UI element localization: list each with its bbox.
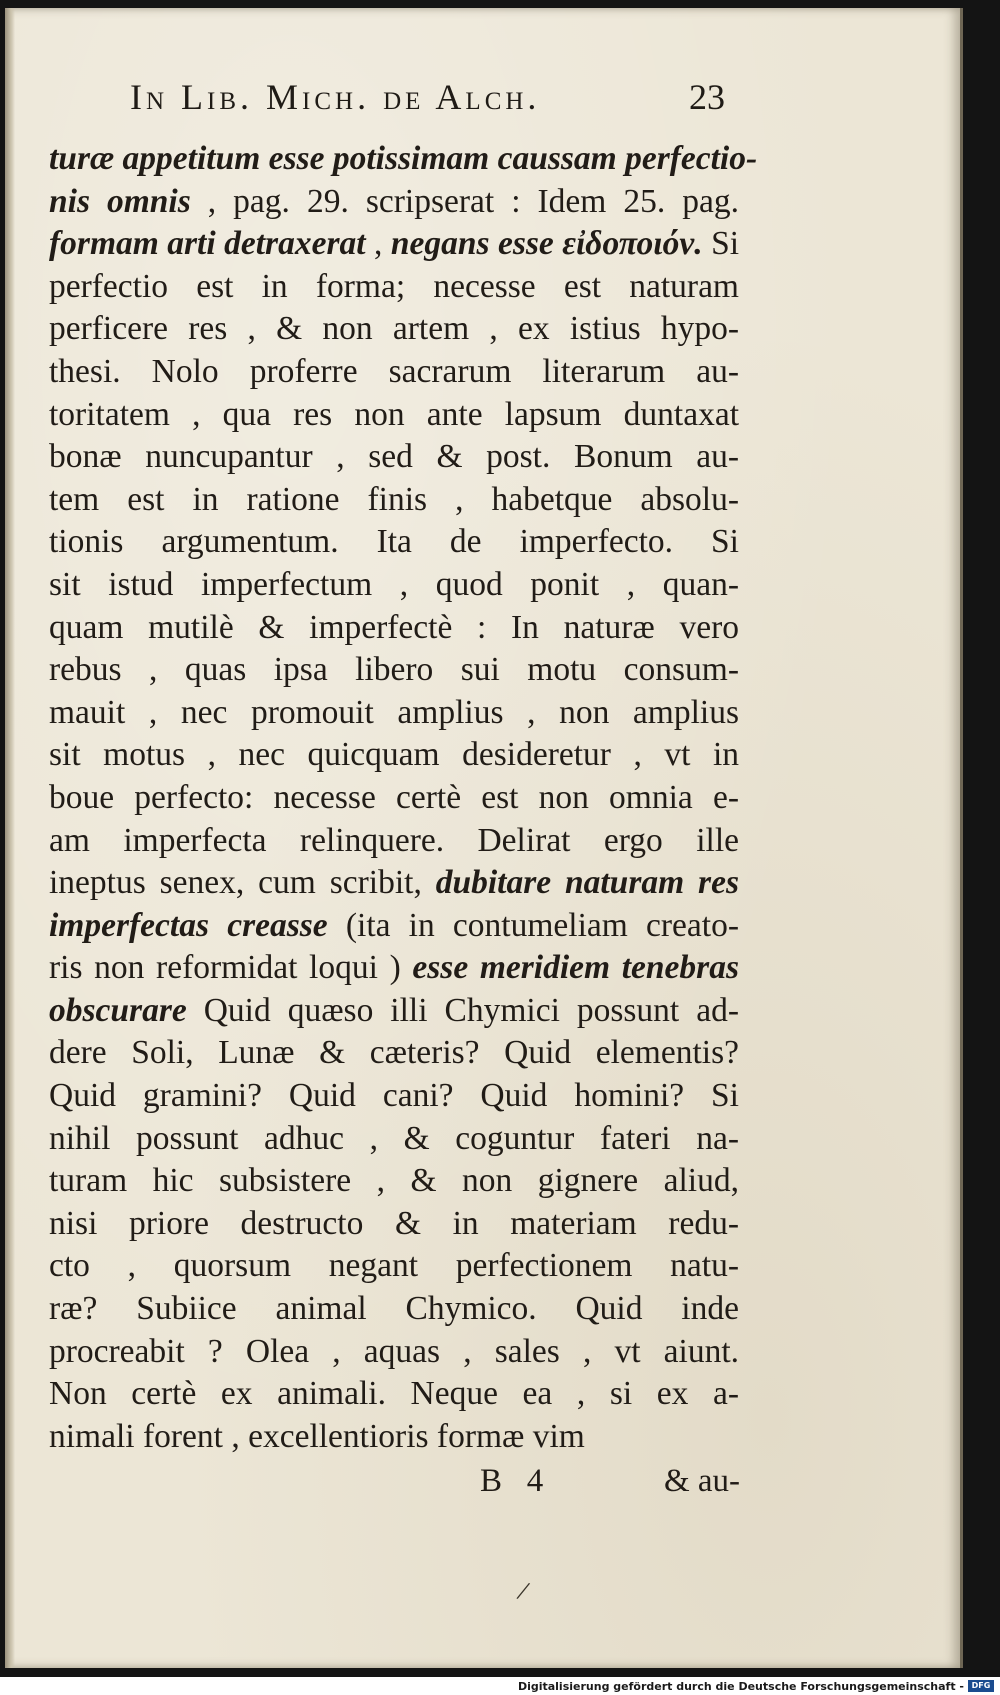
text-segment: sit motus , nec quicquam desideretur , vt in bbox=[49, 736, 739, 774]
italic-segment: turæ appetitum esse potissimam caussam perfectio- bbox=[49, 140, 758, 177]
text-segment: thesi. Nolo proferre sacrarum literarum au- bbox=[49, 352, 739, 390]
italic-segment: nis omnis bbox=[49, 182, 191, 220]
page-header bbox=[130, 76, 725, 126]
text-line bbox=[49, 1288, 739, 1331]
text-segment: cto , quorsum negant perfectionem natu- bbox=[49, 1247, 739, 1285]
text-line bbox=[49, 1032, 739, 1075]
text-line bbox=[49, 734, 739, 777]
italic-segment: formam arti detraxerat bbox=[49, 225, 366, 263]
text-segment: am imperfecta relinquere. Delirat ergo ille bbox=[49, 821, 739, 859]
text-segment: tionis argumentum. Ita de imperfecto. Si bbox=[49, 523, 739, 561]
text-line bbox=[49, 564, 739, 607]
text-segment: procreabit ? Olea , aquas , sales , vt aiunt. bbox=[49, 1332, 739, 1370]
text-line bbox=[49, 266, 739, 309]
text-line bbox=[49, 351, 739, 394]
italic-segment: obscurare bbox=[49, 991, 187, 1029]
italic-segment: dubitare naturam res bbox=[435, 864, 739, 902]
dfg-logo: DFG bbox=[968, 1680, 994, 1692]
page-footer bbox=[480, 1463, 740, 1507]
text-line bbox=[49, 777, 739, 820]
text-segment: ris non reformidat loqui ) bbox=[49, 949, 413, 987]
text-line bbox=[49, 521, 739, 564]
text-line bbox=[49, 181, 739, 224]
text-line bbox=[49, 820, 739, 863]
text-line bbox=[49, 692, 739, 735]
text-segment: bonæ nuncupantur , sed & post. Bonum au- bbox=[49, 438, 739, 476]
text-segment: nisi priore destructo & in materiam redu- bbox=[49, 1204, 739, 1242]
text-line bbox=[49, 1075, 739, 1118]
text-line bbox=[49, 394, 739, 437]
text-line bbox=[49, 1160, 739, 1203]
text-line bbox=[49, 607, 739, 650]
text-line bbox=[49, 649, 739, 692]
stray-pen-mark: / bbox=[514, 1575, 533, 1608]
text-segment: nihil possunt adhuc , & coguntur fateri na- bbox=[49, 1119, 739, 1157]
text-line bbox=[49, 862, 739, 905]
text-line bbox=[49, 1331, 739, 1374]
text-segment: toritatem , qua res non ante lapsum duntaxat bbox=[49, 395, 739, 433]
text-segment: turam hic subsistere , & non gignere aliud, bbox=[49, 1162, 739, 1200]
text-segment: rebus , quas ipsa libero sui motu consum- bbox=[49, 651, 739, 689]
text-line bbox=[49, 138, 758, 181]
text-line bbox=[49, 1373, 739, 1416]
running-title: In Lib. Mich. de Alch. bbox=[130, 77, 541, 117]
text-line bbox=[49, 1245, 739, 1288]
text-line bbox=[49, 1416, 739, 1459]
text-line bbox=[49, 1203, 739, 1246]
text-line bbox=[49, 947, 739, 990]
text-line bbox=[49, 905, 739, 948]
italic-segment: negans esse εἰδοποιόν. bbox=[390, 225, 703, 263]
digitization-credit: Digitalisierung gefördert durch die Deutsche Forschungsgemeinschaft - bbox=[517, 1680, 964, 1693]
text-segment: (ita in contumeliam creato- bbox=[327, 906, 739, 944]
page-gutter-shadow bbox=[5, 8, 15, 1668]
text-segment: boue perfecto: necesse certè est non omnia e- bbox=[49, 778, 739, 816]
text-segment: , bbox=[365, 225, 391, 263]
catchword: & au- bbox=[663, 1463, 740, 1499]
text-segment: perficere res , & non artem , ex istius hypo- bbox=[49, 310, 739, 348]
text-segment: dere Soli, Lunæ & cæteris? Quid elementis? bbox=[49, 1034, 739, 1072]
text-segment: mauit , nec promouit amplius , non amplius bbox=[49, 693, 739, 731]
text-segment: Non certè ex animali. Neque ea , si ex a- bbox=[49, 1375, 739, 1413]
italic-segment: imperfectas creasse bbox=[49, 906, 328, 944]
signature-mark: B 4 bbox=[480, 1463, 544, 1499]
text-segment: , pag. 29. scripserat : Idem 25. pag. bbox=[190, 182, 740, 220]
text-segment: ineptus senex, cum scribit, bbox=[49, 864, 436, 902]
text-segment: Si bbox=[702, 225, 740, 263]
page-number: 23 bbox=[689, 77, 725, 117]
text-line bbox=[49, 308, 739, 351]
text-segment: perfectio est in forma; necesse est naturam bbox=[49, 267, 739, 305]
text-line bbox=[49, 479, 739, 522]
book-page bbox=[5, 8, 963, 1668]
body-text bbox=[49, 138, 758, 1458]
text-line bbox=[49, 1118, 739, 1161]
text-line bbox=[49, 436, 739, 479]
text-segment: tem est in ratione finis , habetque absolu- bbox=[49, 480, 739, 518]
text-segment: quam mutilè & imperfectè : In naturæ vero bbox=[49, 608, 739, 646]
text-segment: sit istud imperfectum , quod ponit , quan- bbox=[49, 565, 739, 603]
text-segment: Quid quæso illi Chymici possunt ad- bbox=[186, 991, 739, 1029]
text-line bbox=[49, 990, 739, 1033]
text-segment: ræ? Subiice animal Chymico. Quid inde bbox=[49, 1290, 739, 1328]
text-segment: Quid gramini? Quid cani? Quid homini? Si bbox=[49, 1077, 739, 1115]
italic-segment: esse meridiem tenebras bbox=[412, 949, 739, 987]
text-line bbox=[49, 223, 739, 266]
text-segment: nimali forent , excellentioris formæ vim bbox=[49, 1417, 585, 1455]
